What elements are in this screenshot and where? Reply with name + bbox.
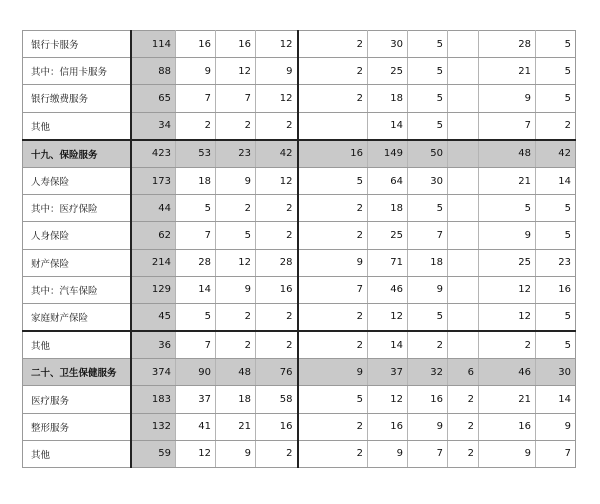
table-cell: 25: [368, 58, 408, 85]
table-cell: 9: [216, 440, 256, 467]
table-cell: [448, 112, 479, 140]
table-cell: 16: [216, 31, 256, 58]
table-cell: 9: [408, 276, 448, 303]
table-cell: 46: [368, 276, 408, 303]
cell-total: 62: [131, 222, 176, 249]
table-cell: 9: [368, 440, 408, 467]
table-cell: 16: [368, 413, 408, 440]
table-cell: 6: [448, 359, 479, 386]
cell-total: 423: [131, 140, 176, 168]
table-cell: 16: [479, 413, 536, 440]
table-cell: [448, 222, 479, 249]
table-cell: 2: [448, 386, 479, 413]
table-cell: 30: [536, 359, 576, 386]
table-cell: 30: [408, 167, 448, 194]
table-cell: 2: [448, 413, 479, 440]
row-label: 其他: [23, 112, 131, 140]
table-cell: 21: [479, 58, 536, 85]
table-cell: 9: [479, 222, 536, 249]
section-row: [23, 359, 576, 386]
table-cell: 64: [368, 167, 408, 194]
cell-total: 374: [131, 359, 176, 386]
table-cell: 2: [216, 331, 256, 359]
table-cell: 2: [216, 303, 256, 331]
table-cell: 41: [176, 413, 216, 440]
table-cell: 16: [176, 31, 216, 58]
table-cell: [448, 249, 479, 276]
table-cell: [448, 276, 479, 303]
table-cell: 14: [368, 112, 408, 140]
table-cell: 76: [256, 359, 298, 386]
table-cell: 9: [298, 249, 368, 276]
table-cell: 2: [298, 85, 368, 112]
cell-total: 129: [131, 276, 176, 303]
table-cell: 58: [256, 386, 298, 413]
table-cell: 5: [536, 58, 576, 85]
table-cell: 5: [479, 195, 536, 222]
table-cell: 7: [216, 85, 256, 112]
table-cell: 2: [298, 31, 368, 58]
table-cell: 5: [408, 58, 448, 85]
row-label: 银行缴费服务: [23, 85, 131, 112]
table-cell: 2: [448, 440, 479, 467]
table-row: [23, 413, 576, 440]
table-cell: 7: [408, 440, 448, 467]
table-cell: 5: [298, 167, 368, 194]
table-cell: 42: [536, 140, 576, 168]
row-label: 十九、保险服务: [23, 140, 131, 168]
row-label: 银行卡服务: [23, 31, 131, 58]
row-label: 人寿保险: [23, 167, 131, 194]
table-cell: 42: [256, 140, 298, 168]
row-label: 其中：汽车保险: [23, 276, 131, 303]
table-cell: 9: [536, 413, 576, 440]
section-row: [23, 140, 576, 168]
table-cell: 46: [479, 359, 536, 386]
table-cell: 2: [298, 58, 368, 85]
table-row: [23, 112, 576, 140]
table-cell: 5: [536, 222, 576, 249]
table-cell: 9: [479, 85, 536, 112]
table-cell: 9: [216, 276, 256, 303]
table-row: [23, 85, 576, 112]
table-cell: 90: [176, 359, 216, 386]
table-cell: 149: [368, 140, 408, 168]
table-cell: 48: [216, 359, 256, 386]
table-cell: 21: [216, 413, 256, 440]
table-cell: 5: [298, 386, 368, 413]
table-cell: 9: [298, 359, 368, 386]
table-cell: 9: [256, 58, 298, 85]
table-cell: [448, 58, 479, 85]
table-cell: 16: [256, 413, 298, 440]
table-cell: 5: [536, 195, 576, 222]
table-row: [23, 222, 576, 249]
table-cell: [448, 140, 479, 168]
table-cell: 5: [408, 195, 448, 222]
table-cell: 12: [256, 85, 298, 112]
row-label: 其中：信用卡服务: [23, 58, 131, 85]
table-row: [23, 440, 576, 467]
table-cell: 2: [536, 112, 576, 140]
row-label: 财产保险: [23, 249, 131, 276]
table-cell: 16: [298, 140, 368, 168]
table-cell: 9: [408, 413, 448, 440]
table-cell: 18: [408, 249, 448, 276]
table-cell: 28: [256, 249, 298, 276]
row-label: 二十、卫生保健服务: [23, 359, 131, 386]
table-cell: 12: [256, 31, 298, 58]
row-label: 家庭财产保险: [23, 303, 131, 331]
table-cell: 53: [176, 140, 216, 168]
table-cell: 16: [408, 386, 448, 413]
table-row: [23, 331, 576, 359]
table-cell: 5: [536, 331, 576, 359]
table-cell: 2: [298, 440, 368, 467]
table-cell: 2: [256, 303, 298, 331]
table-cell: 14: [368, 331, 408, 359]
table-cell: 23: [216, 140, 256, 168]
table-cell: 2: [256, 331, 298, 359]
table-cell: [448, 331, 479, 359]
cell-total: 34: [131, 112, 176, 140]
table-cell: 12: [479, 303, 536, 331]
table-cell: 25: [368, 222, 408, 249]
table-cell: 5: [536, 31, 576, 58]
table-cell: 37: [368, 359, 408, 386]
cell-total: 88: [131, 58, 176, 85]
cell-total: 132: [131, 413, 176, 440]
table-cell: 32: [408, 359, 448, 386]
table-cell: 71: [368, 249, 408, 276]
table-cell: 30: [368, 31, 408, 58]
table-cell: [448, 85, 479, 112]
table-cell: 18: [176, 167, 216, 194]
table-cell: [448, 167, 479, 194]
cell-total: 45: [131, 303, 176, 331]
table-cell: 2: [479, 331, 536, 359]
table-cell: 7: [176, 222, 216, 249]
table-cell: 5: [536, 85, 576, 112]
table-cell: 12: [368, 303, 408, 331]
table-cell: 9: [176, 58, 216, 85]
row-label: 其中：医疗保险: [23, 195, 131, 222]
table-cell: 5: [408, 112, 448, 140]
table-cell: 50: [408, 140, 448, 168]
table-cell: 37: [176, 386, 216, 413]
table-cell: 28: [176, 249, 216, 276]
table-row: [23, 31, 576, 58]
table-cell: 7: [176, 331, 216, 359]
table-cell: 14: [176, 276, 216, 303]
table-cell: 12: [216, 58, 256, 85]
table-cell: 12: [368, 386, 408, 413]
table-cell: 5: [408, 85, 448, 112]
table-cell: 28: [479, 31, 536, 58]
cell-total: 214: [131, 249, 176, 276]
table-cell: 2: [256, 440, 298, 467]
cell-total: 44: [131, 195, 176, 222]
table-cell: 14: [536, 167, 576, 194]
table-row: [23, 303, 576, 331]
cell-total: 183: [131, 386, 176, 413]
cell-total: 114: [131, 31, 176, 58]
table-cell: 12: [479, 276, 536, 303]
cell-total: 65: [131, 85, 176, 112]
table-cell: 5: [216, 222, 256, 249]
table-row: [23, 386, 576, 413]
table-row: [23, 167, 576, 194]
table-cell: 18: [368, 195, 408, 222]
table-cell: 12: [176, 440, 216, 467]
table-cell: 7: [408, 222, 448, 249]
table-cell: 7: [479, 112, 536, 140]
table-cell: 2: [298, 413, 368, 440]
table-cell: 2: [176, 112, 216, 140]
table-cell: 48: [479, 140, 536, 168]
table-cell: 9: [479, 440, 536, 467]
table-cell: 5: [176, 195, 216, 222]
table-cell: 7: [176, 85, 216, 112]
data-table: [22, 30, 576, 468]
table-cell: 5: [536, 303, 576, 331]
table-cell: [448, 195, 479, 222]
table-cell: 5: [408, 31, 448, 58]
table-cell: 12: [216, 249, 256, 276]
table-cell: 2: [298, 195, 368, 222]
cell-total: 173: [131, 167, 176, 194]
table-cell: 2: [216, 195, 256, 222]
table-cell: 25: [479, 249, 536, 276]
table-cell: [448, 31, 479, 58]
table-cell: 5: [176, 303, 216, 331]
table-cell: 12: [256, 167, 298, 194]
table-cell: 2: [256, 112, 298, 140]
table-row: [23, 276, 576, 303]
table-cell: [448, 303, 479, 331]
table-cell: 9: [216, 167, 256, 194]
table-cell: 21: [479, 167, 536, 194]
table-cell: 5: [408, 303, 448, 331]
row-label: 医疗服务: [23, 386, 131, 413]
table-cell: 7: [536, 440, 576, 467]
table-cell: 2: [216, 112, 256, 140]
row-label: 整形服务: [23, 413, 131, 440]
table-cell: 21: [479, 386, 536, 413]
row-label: 人身保险: [23, 222, 131, 249]
table-cell: 2: [408, 331, 448, 359]
table-row: [23, 195, 576, 222]
row-label: 其他: [23, 331, 131, 359]
table-row: [23, 249, 576, 276]
table-cell: 23: [536, 249, 576, 276]
table-cell: 2: [298, 222, 368, 249]
table-cell: 2: [298, 331, 368, 359]
table-row: [23, 58, 576, 85]
table-cell: 14: [536, 386, 576, 413]
table-cell: 2: [256, 222, 298, 249]
table-cell: 18: [368, 85, 408, 112]
cell-total: 59: [131, 440, 176, 467]
row-label: 其他: [23, 440, 131, 467]
table-cell: 18: [216, 386, 256, 413]
cell-total: 36: [131, 331, 176, 359]
table-cell: 7: [298, 276, 368, 303]
table-cell: [298, 112, 368, 140]
table-cell: 16: [536, 276, 576, 303]
table-cell: 16: [256, 276, 298, 303]
table-cell: 2: [256, 195, 298, 222]
table-cell: 2: [298, 303, 368, 331]
